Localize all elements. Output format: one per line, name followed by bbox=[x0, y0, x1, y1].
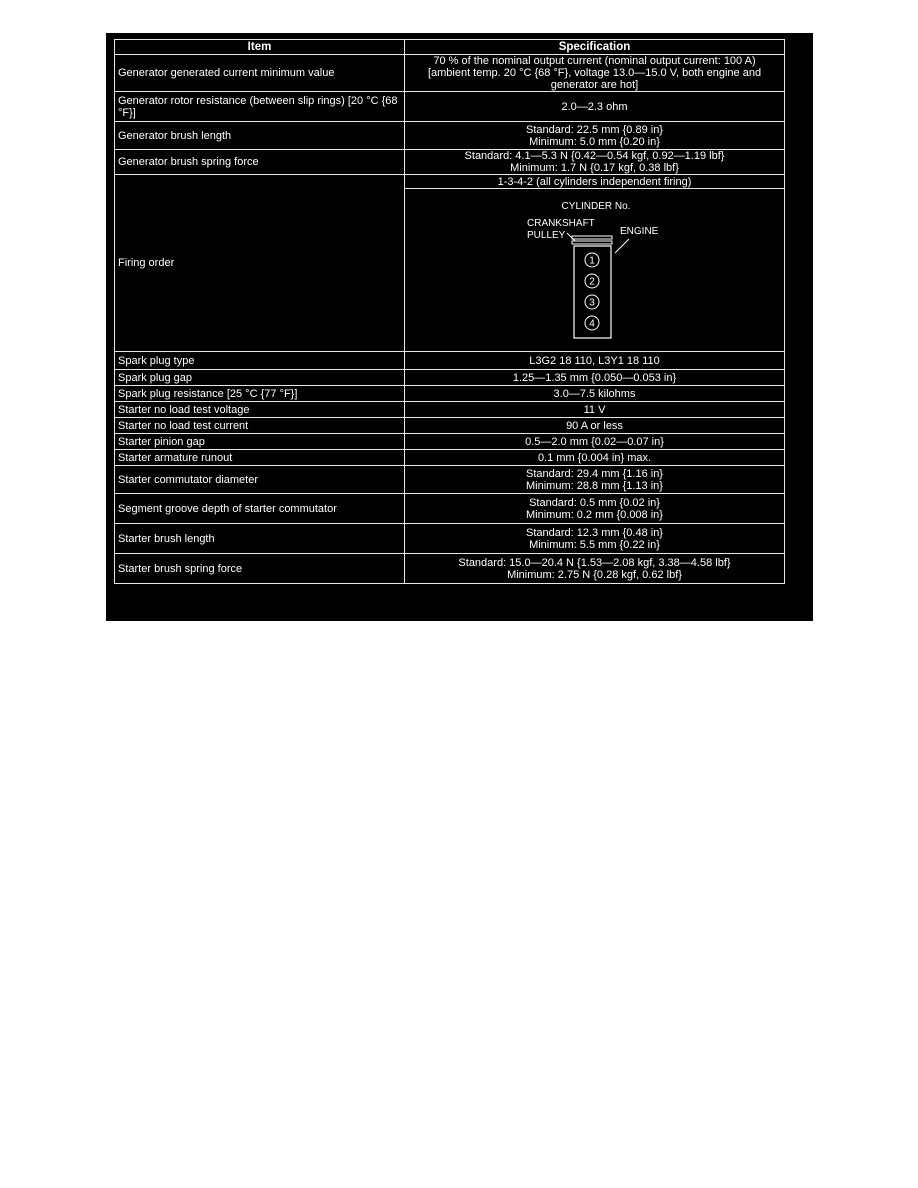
spec-cell bbox=[405, 450, 785, 466]
item-cell: Spark plug resistance [25 °C {77 °F}] bbox=[115, 386, 405, 402]
spec-line: 0.5—2.0 mm {0.02—0.07 in} bbox=[525, 435, 664, 448]
spec-cell bbox=[405, 494, 785, 524]
spec-line: 70 % of the nominal output current (nominal output current: 100 A) bbox=[433, 55, 756, 67]
spec-line: 2.0—2.3 ohm bbox=[561, 100, 628, 113]
table-row bbox=[115, 494, 785, 524]
table-row bbox=[115, 402, 785, 418]
item-cell: Spark plug type bbox=[115, 352, 405, 370]
spec-line: Minimum: 5.0 mm {0.20 in} bbox=[529, 135, 660, 148]
specification-table bbox=[114, 39, 785, 584]
spec-cell bbox=[405, 386, 785, 402]
spec-cell bbox=[405, 524, 785, 554]
spec-line: Standard: 29.4 mm {1.16 in} bbox=[526, 467, 663, 480]
spec-line: Minimum: 5.5 mm {0.22 in} bbox=[529, 538, 660, 551]
table-row bbox=[115, 466, 785, 494]
table-header-row bbox=[115, 40, 785, 55]
item-cell: Starter commutator diameter bbox=[115, 466, 405, 494]
spec-line: 1.25—1.35 mm {0.050—0.053 in} bbox=[512, 371, 677, 384]
spec-line: 90 A or less bbox=[566, 419, 623, 432]
item-cell: Starter no load test voltage bbox=[115, 402, 405, 418]
spec-cell bbox=[405, 150, 785, 175]
cylinder-number: 4 bbox=[589, 318, 595, 330]
spec-cell bbox=[405, 92, 785, 122]
table-row bbox=[115, 370, 785, 386]
item-cell: Starter brush spring force bbox=[115, 554, 405, 584]
spec-line: L3G2 18 110, L3Y1 18 110 bbox=[529, 354, 660, 367]
header-item: Item bbox=[115, 40, 405, 55]
firing-order-diagram-cell bbox=[405, 189, 785, 352]
item-cell: Generator brush spring force bbox=[115, 150, 405, 175]
item-cell-firing-order: Firing order bbox=[115, 175, 405, 352]
table-row bbox=[115, 418, 785, 434]
spec-line: Standard: 0.5 mm {0.02 in} bbox=[529, 496, 660, 509]
spec-cell bbox=[405, 352, 785, 370]
cylinder-number: 1 bbox=[589, 255, 595, 267]
crankshaft-pulley-shape bbox=[572, 241, 612, 244]
table-row bbox=[115, 450, 785, 466]
spec-line: 11 V bbox=[583, 403, 606, 416]
spec-line: Minimum: 0.2 mm {0.008 in} bbox=[526, 508, 663, 521]
spec-line: 3.0—7.5 kilohms bbox=[553, 387, 636, 400]
table-row bbox=[115, 150, 785, 175]
table-row bbox=[115, 434, 785, 450]
table-row bbox=[115, 554, 785, 584]
spec-cell bbox=[405, 418, 785, 434]
item-cell: Starter armature runout bbox=[115, 450, 405, 466]
table-row bbox=[115, 92, 785, 122]
spec-sheet bbox=[106, 33, 813, 621]
spec-cell bbox=[405, 55, 785, 92]
spec-line: Minimum: 2.75 N {0.28 kgf, 0.62 lbf} bbox=[507, 568, 682, 581]
cylinder-number: 2 bbox=[589, 276, 595, 288]
item-cell: Segment groove depth of starter commutator bbox=[115, 494, 405, 524]
spec-line: Standard: 12.3 mm {0.48 in} bbox=[526, 526, 663, 539]
spec-line: Standard: 15.0—20.4 N {1.53—2.08 kgf, 3.38—4.58 lbf} bbox=[458, 556, 731, 569]
spec-cell bbox=[405, 434, 785, 450]
spec-cell bbox=[405, 466, 785, 494]
table-row bbox=[115, 55, 785, 92]
spec-cell-firing-order: 1-3-4-2 (all cylinders independent firing) bbox=[405, 175, 785, 189]
engine-label: ENGINE bbox=[620, 226, 659, 237]
spec-line: Standard: 4.1—5.3 N {0.42—0.54 kgf, 0.92—1.19 lbf} bbox=[464, 150, 725, 162]
spec-line: [ambient temp. 20 °C {68 °F}, voltage 13.0—15.0 V, both engine and bbox=[427, 67, 762, 79]
table-row bbox=[115, 524, 785, 554]
spec-line: 0.1 mm {0.004 in} max. bbox=[537, 451, 652, 464]
item-cell: Generator generated current minimum value bbox=[115, 55, 405, 92]
item-cell: Spark plug gap bbox=[115, 370, 405, 386]
crankshaft-label: CRANKSHAFT bbox=[527, 218, 595, 229]
table-body bbox=[115, 55, 785, 584]
spec-cell bbox=[405, 554, 785, 584]
engine-leader-line bbox=[615, 239, 629, 253]
item-cell: Starter no load test current bbox=[115, 418, 405, 434]
spec-line: Minimum: 28.8 mm {1.13 in} bbox=[526, 479, 663, 492]
table-row bbox=[115, 352, 785, 370]
table-row-firing-order bbox=[115, 175, 785, 189]
spec-cell bbox=[405, 402, 785, 418]
cylinder-number: 3 bbox=[589, 297, 595, 309]
spec-cell bbox=[405, 370, 785, 386]
cylinder-number-label: CYLINDER No. bbox=[561, 201, 631, 212]
spec-line: generator are hot] bbox=[550, 79, 639, 91]
item-cell: Generator brush length bbox=[115, 122, 405, 150]
table-row bbox=[115, 386, 785, 402]
table-row bbox=[115, 122, 785, 150]
spec-line: Standard: 22.5 mm {0.89 in} bbox=[526, 123, 663, 136]
item-cell: Generator rotor resistance (between slip rings) [20 °C {68 °F}] bbox=[115, 92, 405, 122]
header-specification: Specification bbox=[405, 40, 785, 55]
crankshaft-pulley-shape bbox=[572, 236, 612, 239]
engine-cylinder-diagram bbox=[405, 189, 785, 351]
spec-line: Minimum: 1.7 N {0.17 kgf, 0.38 lbf} bbox=[510, 162, 679, 174]
spec-cell bbox=[405, 122, 785, 150]
pulley-label: PULLEY bbox=[527, 230, 566, 241]
item-cell: Starter brush length bbox=[115, 524, 405, 554]
item-cell: Starter pinion gap bbox=[115, 434, 405, 450]
pulley-leader-line bbox=[567, 233, 575, 241]
